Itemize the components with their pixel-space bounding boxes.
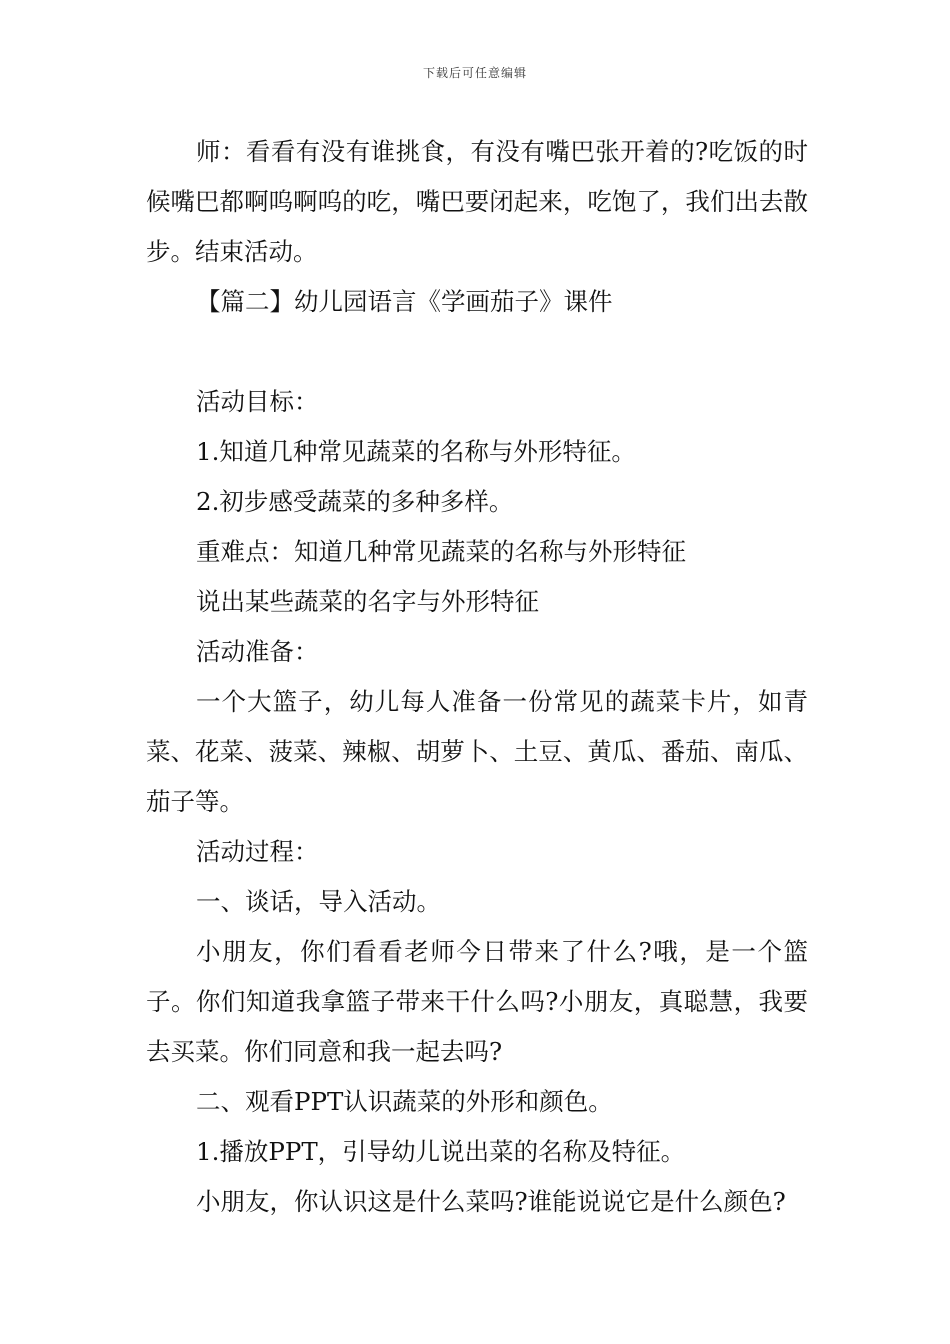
paragraph-step-1-body: 小朋友，你们看看老师今日带来了什么?哦，是一个篮子。你们知道我拿篮子带来干什么吗?小朋友，真聪慧，我要去买菜。你们同意和我一起去吗? bbox=[146, 937, 808, 1066]
page-header: 下载后可任意编辑 bbox=[422, 66, 527, 80]
paragraph-step-2-heading: 二、观看PPT认识蔬菜的外形和颜色。 bbox=[196, 1087, 613, 1116]
paragraph-process-heading: 活动过程： bbox=[196, 837, 319, 866]
section-heading: 【篇二】幼儿园语言《学画茄子》课件 bbox=[196, 287, 613, 316]
paragraph-goal-1: 1.知道几种常见蔬菜的名称与外形特征。 bbox=[196, 437, 636, 466]
paragraph-key-points-2: 说出某些蔬菜的名字与外形特征 bbox=[196, 587, 539, 616]
paragraph-step-1-heading: 一、谈话，导入活动。 bbox=[196, 887, 441, 916]
paragraph-preparation: 一个大篮子，幼儿每人准备一份常见的蔬菜卡片，如青菜、花菜、菠菜、辣椒、胡萝卜、土豆、黄瓜、番茄、南瓜、茄子等。 bbox=[146, 687, 808, 816]
paragraph-step-2-question: 小朋友，你认识这是什么菜吗?谁能说说它是什么颜色? bbox=[196, 1187, 786, 1216]
paragraph-key-points: 重难点：知道几种常见蔬菜的名称与外形特征 bbox=[196, 537, 686, 566]
paragraph-step-2-item-1: 1.播放PPT，引导幼儿说出菜的名称及特征。 bbox=[196, 1137, 686, 1166]
document-body bbox=[146, 127, 808, 1227]
paragraph-goals-heading: 活动目标： bbox=[196, 387, 319, 416]
paragraph-goal-2: 2.初步感受蔬菜的多种多样。 bbox=[196, 487, 514, 516]
paragraph-preparation-heading: 活动准备： bbox=[196, 637, 319, 666]
paragraph-teacher-dialogue: 师：看看有没有谁挑食，有没有嘴巴张开着的?吃饭的时候嘴巴都啊呜啊呜的吃，嘴巴要闭起来，吃饱了，我们出去散步。结束活动。 bbox=[146, 137, 808, 266]
blank-line bbox=[146, 327, 808, 377]
